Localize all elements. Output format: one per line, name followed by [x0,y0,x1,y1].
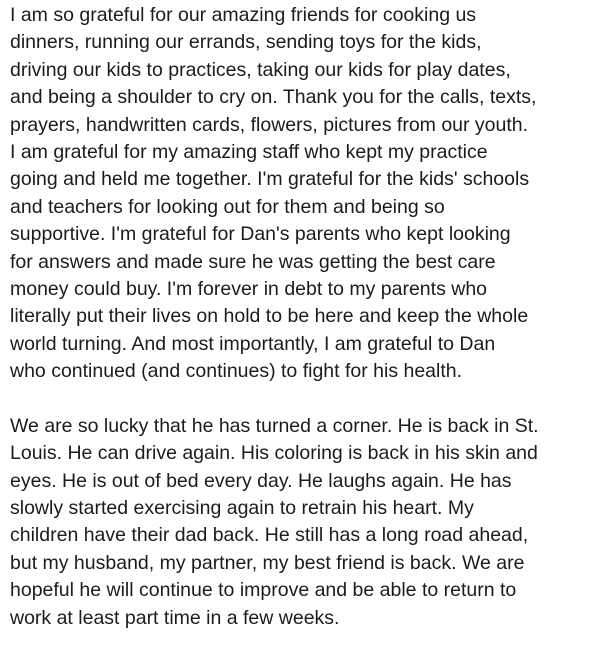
text-line: supportive. I'm grateful for Dan's parents who kept looking [10,223,511,246]
text-line: who continued (and continues) to fight for his health. [10,360,463,383]
text-line: and teachers for looking out for them and being so [10,195,445,218]
text-line: dinners, running our errands, sending toys for the kids, [10,31,482,54]
text-line: children have their dad back. He still has a long road ahead, [10,524,529,547]
text-line: eyes. He is out of bed every day. He laughs again. He has [10,469,512,492]
text-line: hopeful he will continue to improve and be able to return to [10,579,517,602]
paragraph-gratitude [10,2,590,385]
paragraph-spacer [10,385,590,412]
text-line: Louis. He can drive again. His coloring is back in his skin and [10,442,538,465]
text-line: but my husband, my partner, my best friend is back. We are [10,551,525,574]
text-line: I am grateful for my amazing staff who kept my practice [10,140,488,163]
text-line: going and held me together. I'm grateful for the kids' schools [10,168,530,191]
text-line: slowly started exercising again to retrain his heart. My [10,497,474,520]
text-line: money could buy. I'm forever in debt to my parents who [10,277,488,300]
text-line: literally put their lives on hold to be here and keep the whole [10,305,529,328]
text-line: We are so lucky that he has turned a corner. He is back in St. [10,414,539,437]
text-line: for answers and made sure he was getting the best care [10,250,496,273]
text-line: I am so grateful for our amazing friends for cooking us [10,4,477,26]
text-line: prayers, handwritten cards, flowers, pictures from our youth. [10,113,529,136]
paragraph-recovery [10,413,590,632]
text-line: and being a shoulder to cry on. Thank you for the calls, texts, [10,86,537,109]
text-line: world turning. And most importantly, I am grateful to Dan [10,332,496,355]
text-line: driving our kids to practices, taking our kids for play dates, [10,58,511,81]
text-line: work at least part time in a few weeks. [10,606,340,629]
